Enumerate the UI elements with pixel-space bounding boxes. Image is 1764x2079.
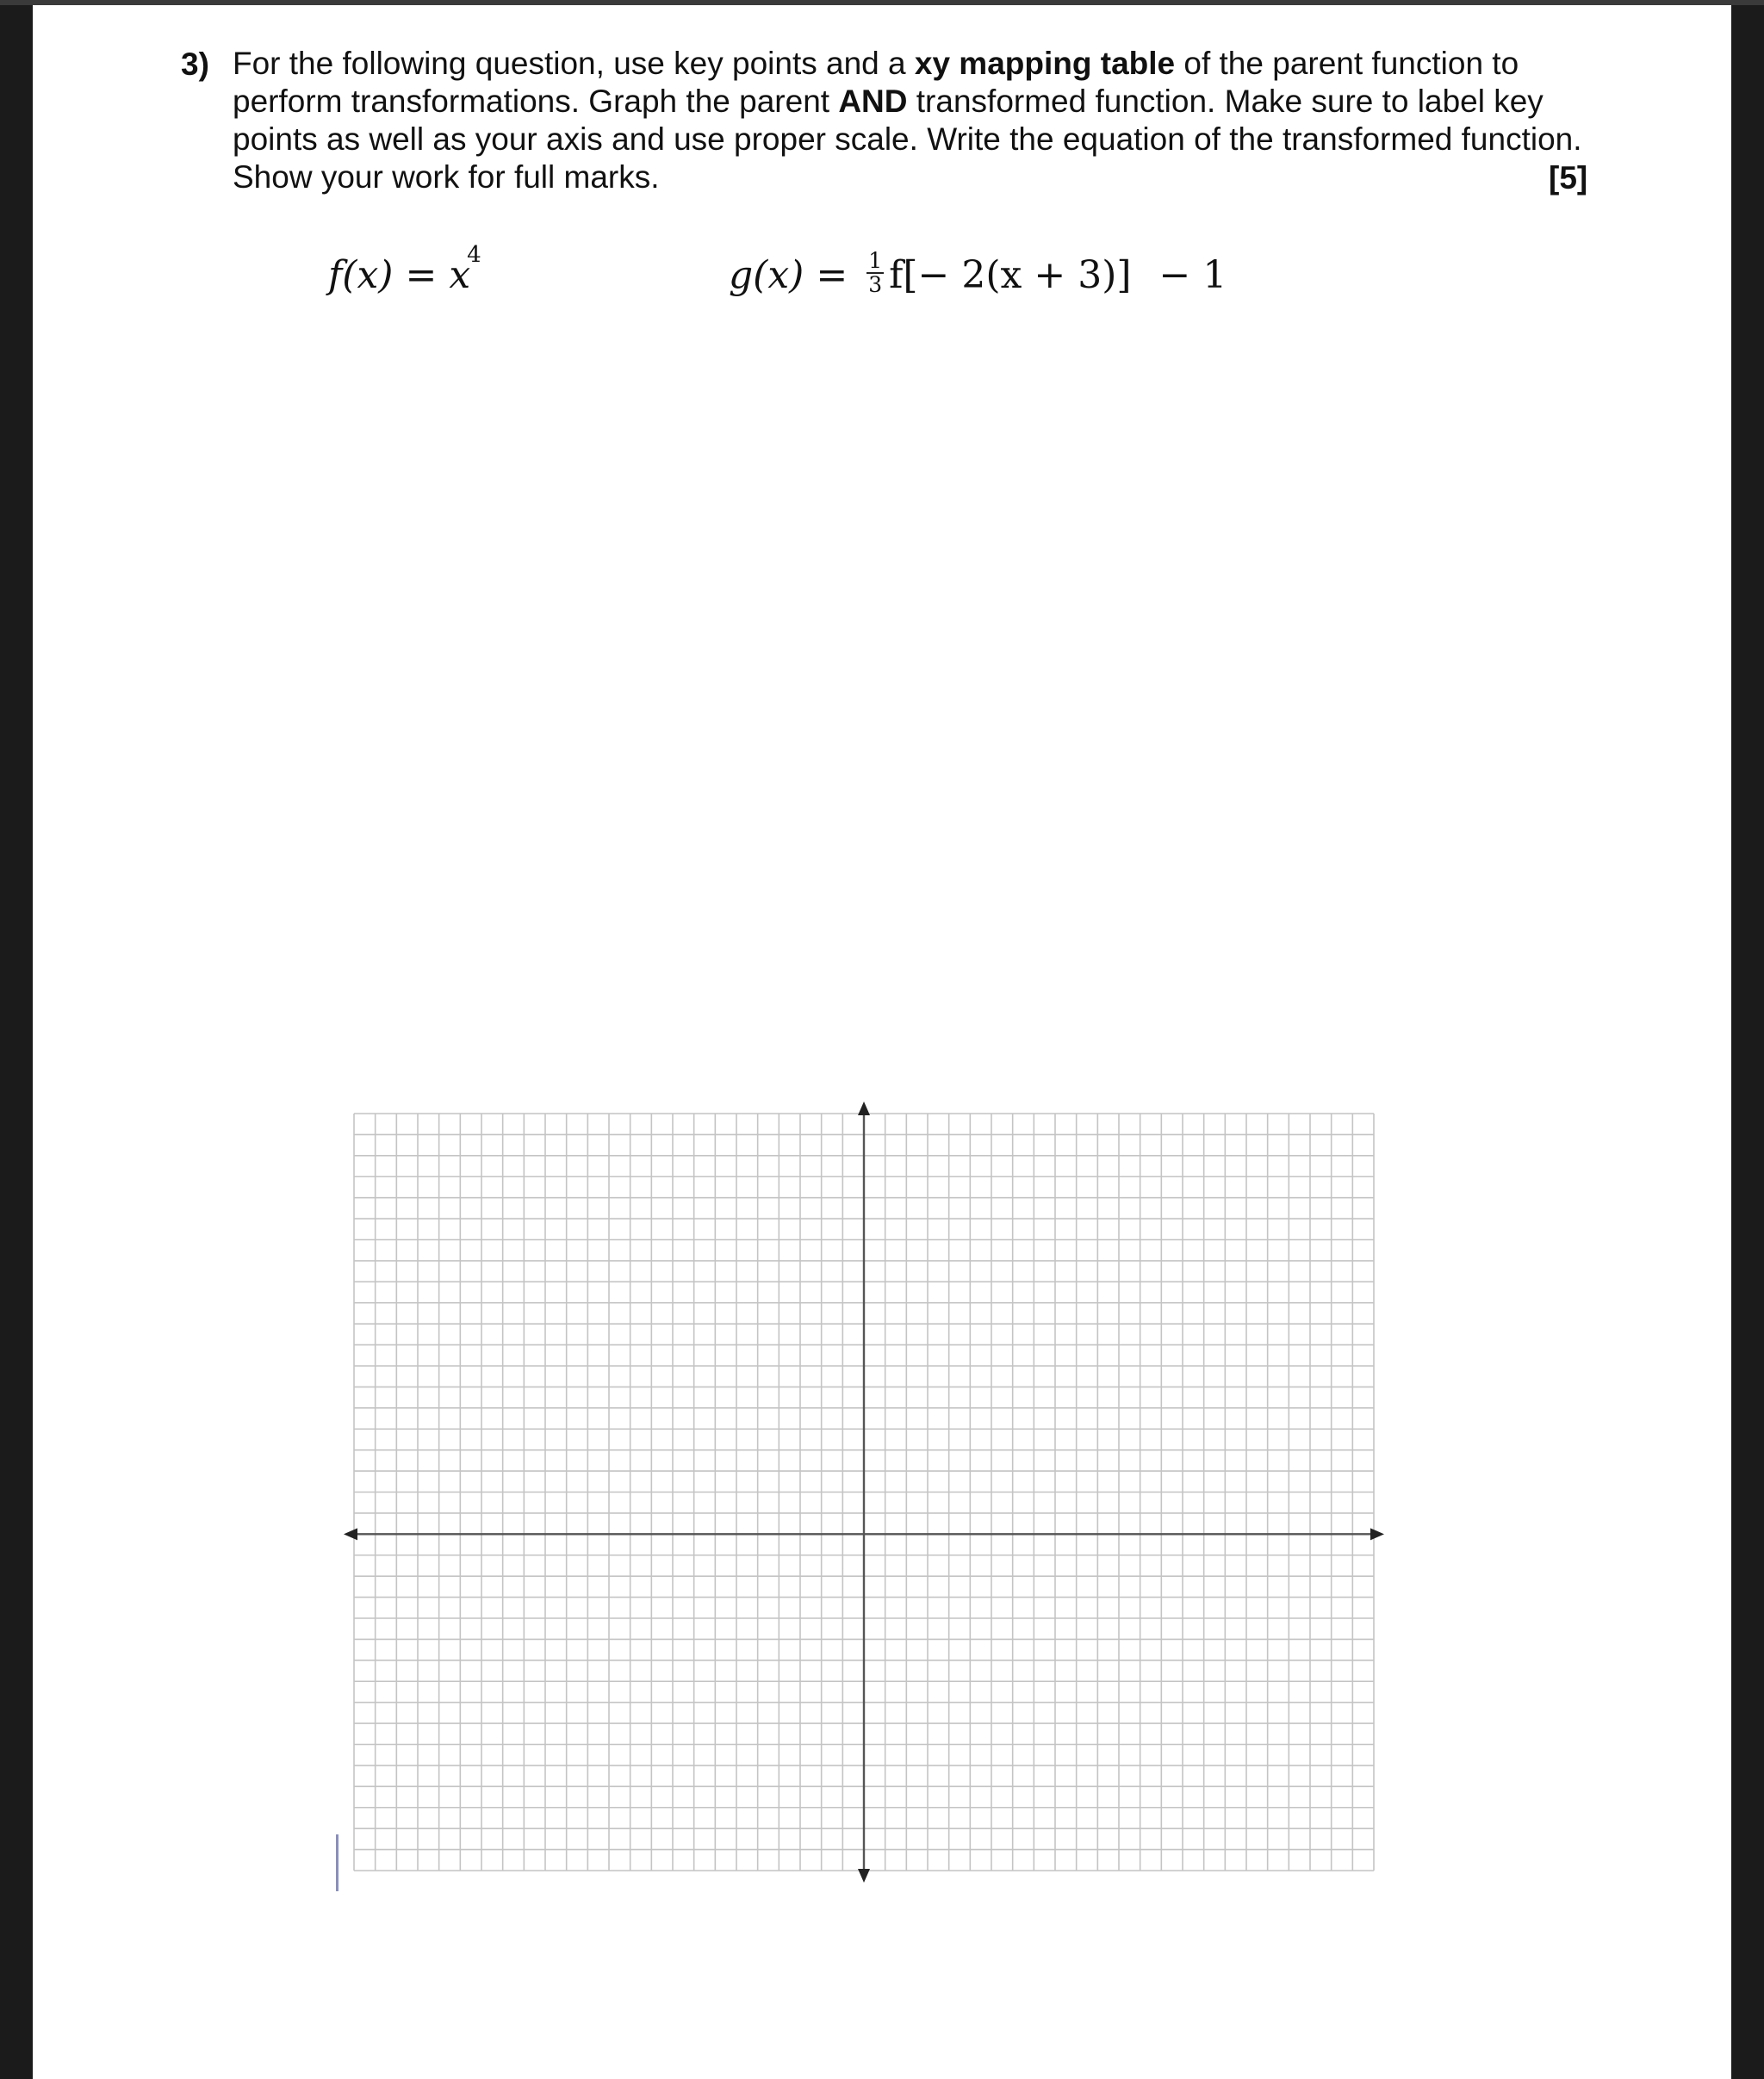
eq-lhs: g(x) (729, 253, 804, 297)
question-number: 3) (181, 47, 209, 82)
x-axis-right-arrow (1370, 1528, 1384, 1540)
coordinate-grid[interactable] (33, 5, 1731, 2079)
text-span: transformed function. Make sure to label key (907, 84, 1544, 119)
text-span: perform transformations. Graph the parent (233, 84, 839, 119)
scan-mark (336, 1834, 341, 1891)
text-span: of the parent function to (1175, 46, 1519, 81)
fraction-denominator: 3 (868, 271, 883, 297)
text-span: For the following question, use key points and a (233, 46, 915, 81)
emphasis-and: AND (838, 84, 908, 119)
worksheet-page (33, 5, 1731, 2079)
y-axis-down-arrow (858, 1869, 870, 1883)
x-axis-left-arrow (344, 1528, 357, 1540)
marks-badge: [5] (1549, 160, 1588, 195)
eq-tail: − 1 (1158, 253, 1227, 297)
eq-base: x (449, 253, 471, 297)
y-axis-up-arrow (858, 1102, 870, 1115)
eq-body: f[− 2(x + 3)] (889, 253, 1132, 297)
eq-exponent: 4 (467, 242, 481, 268)
eq-lhs: f(x) (328, 253, 394, 297)
eq-equals: = (816, 253, 848, 297)
emphasis-xy-mapping-table: xy mapping table (914, 46, 1176, 81)
fraction-numerator: 1 (868, 247, 883, 273)
question-line-3: points as well as your axis and use proper scale. Write the equation of the transformed function. (233, 121, 1582, 157)
question-line-4: Show your work for full marks. (233, 159, 660, 195)
eq-equals: = (405, 253, 438, 297)
